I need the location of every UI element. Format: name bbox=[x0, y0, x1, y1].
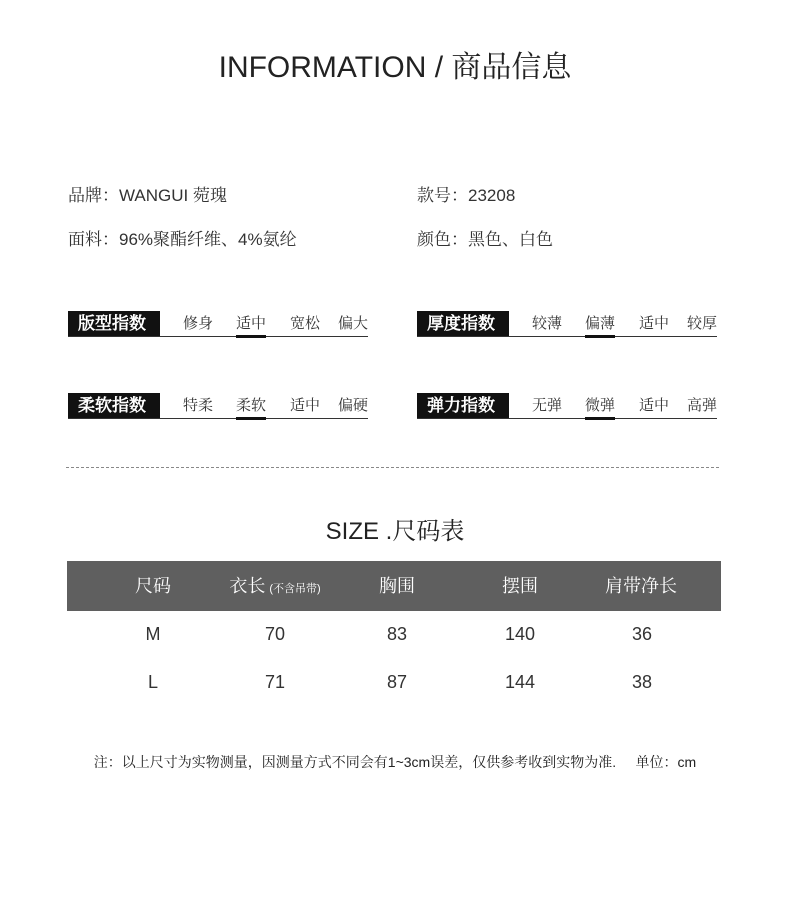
cell-size: L bbox=[147, 672, 158, 692]
elasticity-option: 高弹 bbox=[687, 397, 718, 414]
cell-bust: 87 bbox=[386, 672, 408, 692]
size-table-header bbox=[67, 561, 721, 611]
cell-length: 71 bbox=[264, 672, 286, 692]
fit-index bbox=[68, 311, 368, 337]
header-bust: 胸围 bbox=[379, 576, 415, 596]
cell-hem: 144 bbox=[504, 672, 536, 692]
fit-option: 宽松 bbox=[290, 315, 321, 332]
softness-index-label: 柔软指数 bbox=[68, 393, 160, 418]
elasticity-index-label: 弹力指数 bbox=[417, 393, 509, 418]
style-number-info: 款号：23208 bbox=[417, 186, 516, 205]
section-divider bbox=[66, 467, 719, 468]
cell-strap-length: 38 bbox=[631, 672, 653, 692]
thickness-option: 较厚 bbox=[687, 315, 718, 332]
thickness-option: 适中 bbox=[639, 315, 670, 332]
thickness-index bbox=[417, 311, 717, 337]
softness-option: 适中 bbox=[290, 397, 321, 414]
cell-bust: 83 bbox=[386, 624, 408, 644]
size-chart-title: SIZE .尺码表 bbox=[325, 518, 465, 545]
fit-option-selected: 适中 bbox=[236, 315, 267, 332]
elasticity-option: 适中 bbox=[639, 397, 670, 414]
softness-option: 特柔 bbox=[183, 397, 214, 414]
header-length-note: (不含吊带) bbox=[269, 583, 321, 595]
thickness-option-selected: 偏薄 bbox=[585, 315, 616, 332]
fabric-info: 面料：96%聚酯纤维、4%氨纶 bbox=[68, 230, 297, 249]
fit-index-label: 版型指数 bbox=[68, 311, 160, 336]
thickness-option: 较薄 bbox=[532, 315, 563, 332]
softness-option: 偏硬 bbox=[338, 397, 369, 414]
softness-index bbox=[68, 393, 368, 419]
header-length-label: 衣长 bbox=[229, 576, 266, 596]
elasticity-option-selected: 微弹 bbox=[585, 397, 616, 414]
fit-option: 修身 bbox=[183, 315, 214, 332]
page-title: INFORMATION / 商品信息 bbox=[218, 51, 572, 84]
measurement-note: 注：以上尺寸为实物测量，因测量方式不同会有1~3cm误差，仅供参考收到实物为准. 单位：cm bbox=[93, 754, 697, 770]
elasticity-index bbox=[417, 393, 717, 419]
cell-hem: 140 bbox=[504, 624, 536, 644]
thickness-index-label: 厚度指数 bbox=[417, 311, 509, 336]
brand-info: 品牌：WANGUI 菀瑰 bbox=[68, 186, 227, 205]
cell-strap-length: 36 bbox=[631, 624, 653, 644]
fit-option: 偏大 bbox=[338, 315, 369, 332]
color-info: 颜色：黑色、白色 bbox=[417, 230, 553, 249]
softness-option-selected: 柔软 bbox=[236, 397, 267, 414]
elasticity-option: 无弹 bbox=[532, 397, 563, 414]
header-length bbox=[215, 561, 335, 611]
header-strap-length: 肩带净长 bbox=[605, 576, 677, 596]
cell-size: M bbox=[145, 624, 161, 644]
header-size: 尺码 bbox=[135, 576, 171, 596]
cell-length: 70 bbox=[264, 624, 286, 644]
header-hem: 摆围 bbox=[502, 576, 538, 596]
